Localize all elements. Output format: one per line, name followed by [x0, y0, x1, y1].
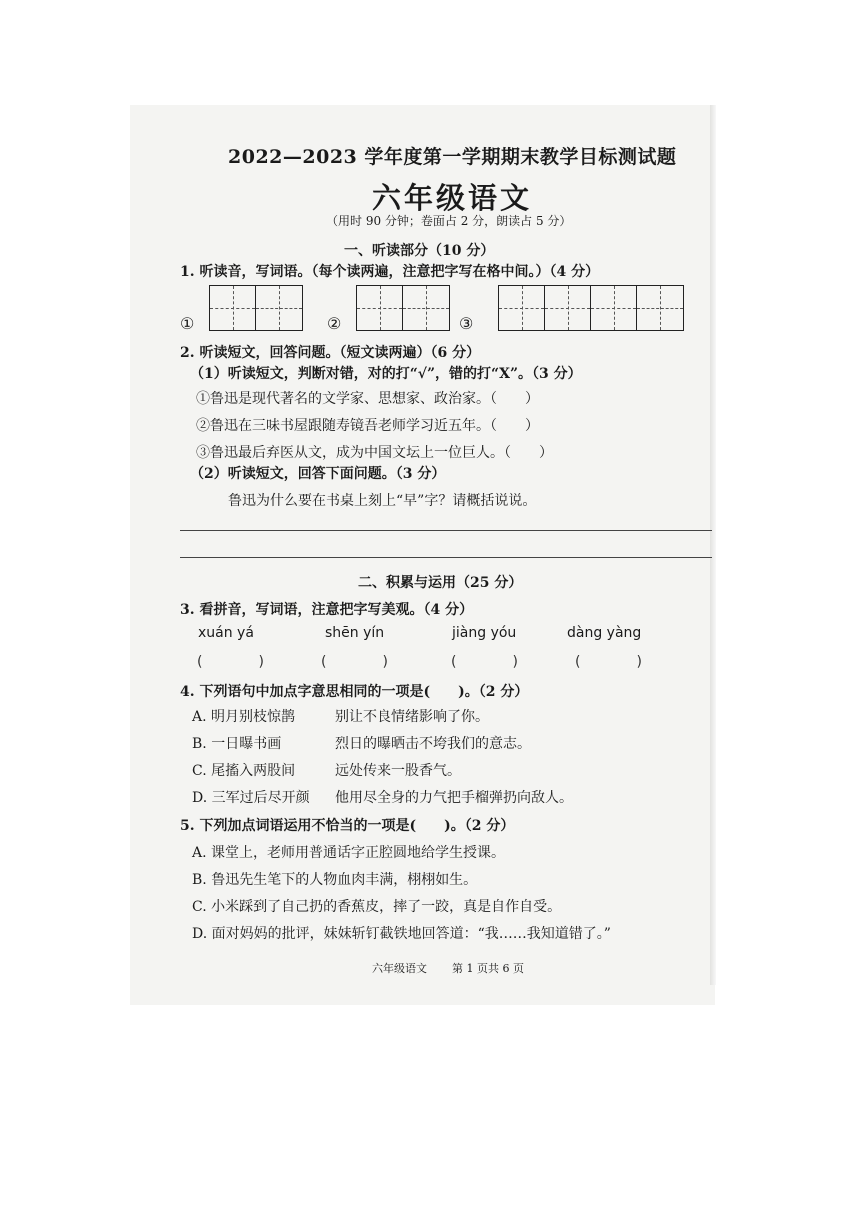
writing-grid-2[interactable] [356, 285, 450, 331]
answer-blank-2[interactable]: ( ) [321, 654, 388, 670]
question-2-part-2: （2）听读短文，回答下面问题。（3 分） [190, 466, 446, 482]
question-5: 5. 下列加点词语运用不恰当的一项是( )。（2 分） [180, 818, 515, 834]
exam-title: 2022—2023 学年度第一学期期末教学目标测试题 [228, 146, 677, 168]
q4-option-c-left: C. 尾搐入两股间 [192, 763, 296, 779]
question-4: 4. 下列语句中加点字意思相同的一项是( )。（2 分） [180, 684, 529, 700]
answer-blank-3[interactable]: ( ) [451, 654, 518, 670]
q4-option-d-left: D. 三军过后尽开颜 [192, 790, 310, 806]
grid-cell[interactable] [545, 286, 591, 330]
subject-title: 六年级语文 [372, 181, 533, 215]
pinyin-3: jiàng yóu [452, 625, 517, 641]
q4-option-a-right: 别让不良情绪影响了你。 [335, 709, 489, 725]
judge-item-3: ③鲁迅最后弃医从文，成为中国文坛上一位巨人。（ ） [196, 445, 553, 461]
q5-option-d: D. 面对妈妈的批评，妹妹斩钉截铁地回答道：“我……我知道错了。” [192, 926, 611, 942]
q5-option-c: C. 小米踩到了自己扔的香蕉皮，摔了一跤，真是自作自受。 [192, 899, 562, 915]
grid-cell[interactable] [499, 286, 545, 330]
grid-cell[interactable] [357, 286, 403, 330]
grid-cell[interactable] [210, 286, 256, 330]
judge-item-1: ①鲁迅是现代著名的文学家、思想家、政治家。（ ） [196, 391, 539, 407]
judge-item-2: ②鲁迅在三味书屋跟随寿镜吾老师学习近五年。（ ） [196, 418, 539, 434]
answer-line-1[interactable] [180, 530, 712, 531]
q5-option-a: A. 课堂上，老师用普通话字正腔圆地给学生授课。 [192, 845, 506, 861]
grid-cell[interactable] [591, 286, 637, 330]
pinyin-1: xuán yá [198, 625, 254, 641]
marker-1: ① [180, 314, 195, 333]
question-2-part-1: （1）听读短文，判断对错，对的打“√”，错的打“X”。（3 分） [190, 366, 582, 382]
answer-line-2[interactable] [180, 557, 712, 558]
question-1: 1. 听读音，写词语。（每个读两遍，注意把字写在格中间。）（4 分） [180, 264, 600, 280]
writing-grid-3[interactable] [498, 285, 684, 331]
answer-blank-4[interactable]: ( ) [575, 654, 642, 670]
question-2-prompt: 鲁迅为什么要在书桌上刻上“早”字？请概括说说。 [228, 493, 537, 509]
section-1-title: 一、听读部分（10 分） [344, 243, 495, 259]
q4-option-d-right: 他用尽全身的力气把手榴弹扔向敌人。 [335, 790, 573, 806]
q4-option-b-left: B. 一日曝书画 [192, 736, 282, 752]
marker-3: ③ [459, 314, 474, 333]
grid-cell[interactable] [403, 286, 449, 330]
writing-grid-1[interactable] [209, 285, 303, 331]
marker-2: ② [327, 314, 342, 333]
q4-option-a-left: A. 明月别枝惊鹊 [192, 709, 296, 725]
pinyin-2: shēn yín [325, 625, 385, 641]
q5-option-b: B. 鲁迅先生笔下的人物血肉丰满，栩栩如生。 [192, 872, 478, 888]
footer-page-number: 第 1 页共 6 页 [452, 962, 524, 975]
section-2-title: 二、积累与运用（25 分） [358, 575, 523, 591]
grid-cell[interactable] [256, 286, 302, 330]
q4-option-c-right: 远处传来一股香气。 [335, 763, 461, 779]
page-footer [372, 960, 524, 976]
pinyin-4: dàng yàng [567, 625, 642, 641]
question-3: 3. 看拼音，写词语，注意把字写美观。（4 分） [180, 602, 474, 618]
paper-edge [710, 105, 716, 985]
grid-cell[interactable] [637, 286, 683, 330]
answer-blank-1[interactable]: ( ) [197, 654, 264, 670]
question-2: 2. 听读短文，回答问题。（短文读两遍）（6 分） [180, 345, 481, 361]
footer-subject: 六年级语文 [372, 962, 427, 975]
q4-option-b-right: 烈日的曝晒击不垮我们的意志。 [335, 736, 531, 752]
exam-note: （用时 90 分钟；卷面占 2 分，朗读占 5 分） [326, 214, 572, 228]
